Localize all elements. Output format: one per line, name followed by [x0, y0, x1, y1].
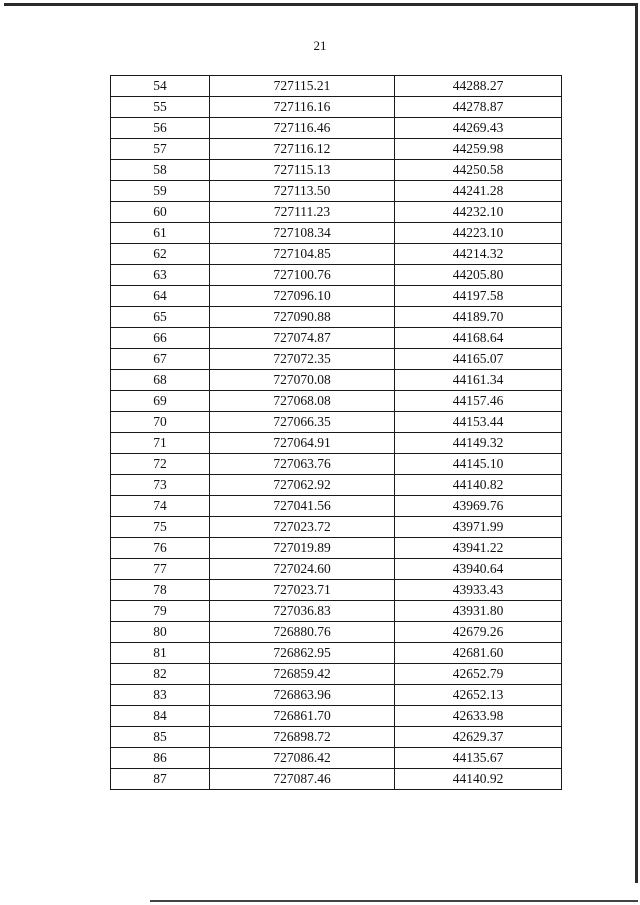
y-coordinate-cell: 44189.70: [395, 307, 562, 328]
x-coordinate-cell: 727041.56: [210, 496, 395, 517]
table-row: [111, 202, 562, 223]
table-row: [111, 622, 562, 643]
scan-edge-bottom: [150, 900, 638, 902]
table-row: [111, 160, 562, 181]
x-coordinate-cell: 727019.89: [210, 538, 395, 559]
scan-edge-right: [635, 3, 638, 883]
table-row: [111, 643, 562, 664]
y-coordinate-cell: 44161.34: [395, 370, 562, 391]
table-row: [111, 307, 562, 328]
y-coordinate-cell: 42652.13: [395, 685, 562, 706]
y-coordinate-cell: 44145.10: [395, 454, 562, 475]
point-number-cell: 76: [111, 538, 210, 559]
point-number-cell: 58: [111, 160, 210, 181]
point-number-cell: 70: [111, 412, 210, 433]
point-number-cell: 75: [111, 517, 210, 538]
x-coordinate-cell: 727116.46: [210, 118, 395, 139]
y-coordinate-cell: 43971.99: [395, 517, 562, 538]
y-coordinate-cell: 43940.64: [395, 559, 562, 580]
x-coordinate-cell: 727108.34: [210, 223, 395, 244]
point-number-cell: 86: [111, 748, 210, 769]
table-row: [111, 580, 562, 601]
y-coordinate-cell: 44168.64: [395, 328, 562, 349]
x-coordinate-cell: 727024.60: [210, 559, 395, 580]
x-coordinate-cell: 727086.42: [210, 748, 395, 769]
y-coordinate-cell: 44205.80: [395, 265, 562, 286]
x-coordinate-cell: 727104.85: [210, 244, 395, 265]
table-row: [111, 76, 562, 97]
point-number-cell: 83: [111, 685, 210, 706]
x-coordinate-cell: 727100.76: [210, 265, 395, 286]
point-number-cell: 87: [111, 769, 210, 790]
table-row: [111, 181, 562, 202]
x-coordinate-cell: 727087.46: [210, 769, 395, 790]
table-row: [111, 139, 562, 160]
table-row: [111, 538, 562, 559]
x-coordinate-cell: 727074.87: [210, 328, 395, 349]
x-coordinate-cell: 727023.72: [210, 517, 395, 538]
table-row: [111, 244, 562, 265]
table-row: [111, 559, 562, 580]
table-row: [111, 454, 562, 475]
point-number-cell: 66: [111, 328, 210, 349]
page-number: 21: [313, 38, 327, 53]
y-coordinate-cell: 42679.26: [395, 622, 562, 643]
point-number-cell: 82: [111, 664, 210, 685]
x-coordinate-cell: 726880.76: [210, 622, 395, 643]
x-coordinate-cell: 727116.16: [210, 97, 395, 118]
table-row: [111, 370, 562, 391]
y-coordinate-cell: 44223.10: [395, 223, 562, 244]
y-coordinate-cell: 44232.10: [395, 202, 562, 223]
point-number-cell: 68: [111, 370, 210, 391]
point-number-cell: 55: [111, 97, 210, 118]
x-coordinate-cell: 727064.91: [210, 433, 395, 454]
table-row: [111, 118, 562, 139]
x-coordinate-cell: 727116.12: [210, 139, 395, 160]
y-coordinate-cell: 42629.37: [395, 727, 562, 748]
y-coordinate-cell: 44140.82: [395, 475, 562, 496]
table-row: [111, 328, 562, 349]
table-row: [111, 727, 562, 748]
point-number-cell: 78: [111, 580, 210, 601]
coordinates-table-body: [111, 76, 562, 790]
point-number-cell: 62: [111, 244, 210, 265]
point-number-cell: 77: [111, 559, 210, 580]
table-row: [111, 769, 562, 790]
point-number-cell: 85: [111, 727, 210, 748]
table-row: [111, 664, 562, 685]
table-row: [111, 223, 562, 244]
x-coordinate-cell: 727066.35: [210, 412, 395, 433]
y-coordinate-cell: 44241.28: [395, 181, 562, 202]
point-number-cell: 73: [111, 475, 210, 496]
x-coordinate-cell: 726863.96: [210, 685, 395, 706]
y-coordinate-cell: 43933.43: [395, 580, 562, 601]
point-number-cell: 74: [111, 496, 210, 517]
table-row: [111, 265, 562, 286]
y-coordinate-cell: 44250.58: [395, 160, 562, 181]
y-coordinate-cell: 44214.32: [395, 244, 562, 265]
x-coordinate-cell: 727070.08: [210, 370, 395, 391]
x-coordinate-cell: 726862.95: [210, 643, 395, 664]
point-number-cell: 67: [111, 349, 210, 370]
point-number-cell: 84: [111, 706, 210, 727]
x-coordinate-cell: 727115.13: [210, 160, 395, 181]
y-coordinate-cell: 44259.98: [395, 139, 562, 160]
point-number-cell: 71: [111, 433, 210, 454]
point-number-cell: 63: [111, 265, 210, 286]
x-coordinate-cell: 727062.92: [210, 475, 395, 496]
table-row: [111, 97, 562, 118]
scan-edge-top: [4, 3, 636, 6]
y-coordinate-cell: 42633.98: [395, 706, 562, 727]
y-coordinate-cell: 44157.46: [395, 391, 562, 412]
table-row: [111, 748, 562, 769]
point-number-cell: 80: [111, 622, 210, 643]
table-row: [111, 412, 562, 433]
y-coordinate-cell: 44165.07: [395, 349, 562, 370]
y-coordinate-cell: 44288.27: [395, 76, 562, 97]
table-row: [111, 601, 562, 622]
y-coordinate-cell: 44269.43: [395, 118, 562, 139]
y-coordinate-cell: 42681.60: [395, 643, 562, 664]
y-coordinate-cell: 44135.67: [395, 748, 562, 769]
y-coordinate-cell: 44149.32: [395, 433, 562, 454]
x-coordinate-cell: 727023.71: [210, 580, 395, 601]
table-row: [111, 475, 562, 496]
x-coordinate-cell: 727096.10: [210, 286, 395, 307]
y-coordinate-cell: 44278.87: [395, 97, 562, 118]
y-coordinate-cell: 44197.58: [395, 286, 562, 307]
y-coordinate-cell: 43969.76: [395, 496, 562, 517]
table-row: [111, 517, 562, 538]
y-coordinate-cell: 43941.22: [395, 538, 562, 559]
x-coordinate-cell: 726861.70: [210, 706, 395, 727]
point-number-cell: 57: [111, 139, 210, 160]
x-coordinate-cell: 727036.83: [210, 601, 395, 622]
y-coordinate-cell: 43931.80: [395, 601, 562, 622]
x-coordinate-cell: 727072.35: [210, 349, 395, 370]
x-coordinate-cell: 727111.23: [210, 202, 395, 223]
x-coordinate-cell: 727090.88: [210, 307, 395, 328]
table-row: [111, 391, 562, 412]
point-number-cell: 56: [111, 118, 210, 139]
table-row: [111, 706, 562, 727]
x-coordinate-cell: 727115.21: [210, 76, 395, 97]
point-number-cell: 64: [111, 286, 210, 307]
y-coordinate-cell: 42652.79: [395, 664, 562, 685]
point-number-cell: 81: [111, 643, 210, 664]
point-number-cell: 79: [111, 601, 210, 622]
coordinates-table: [110, 75, 562, 790]
point-number-cell: 61: [111, 223, 210, 244]
table-row: [111, 433, 562, 454]
point-number-cell: 69: [111, 391, 210, 412]
point-number-cell: 60: [111, 202, 210, 223]
y-coordinate-cell: 44140.92: [395, 769, 562, 790]
x-coordinate-cell: 726898.72: [210, 727, 395, 748]
x-coordinate-cell: 727068.08: [210, 391, 395, 412]
table-row: [111, 685, 562, 706]
point-number-cell: 65: [111, 307, 210, 328]
x-coordinate-cell: 726859.42: [210, 664, 395, 685]
table-row: [111, 349, 562, 370]
point-number-cell: 59: [111, 181, 210, 202]
point-number-cell: 72: [111, 454, 210, 475]
x-coordinate-cell: 727063.76: [210, 454, 395, 475]
x-coordinate-cell: 727113.50: [210, 181, 395, 202]
point-number-cell: 54: [111, 76, 210, 97]
table-row: [111, 286, 562, 307]
table-row: [111, 496, 562, 517]
y-coordinate-cell: 44153.44: [395, 412, 562, 433]
